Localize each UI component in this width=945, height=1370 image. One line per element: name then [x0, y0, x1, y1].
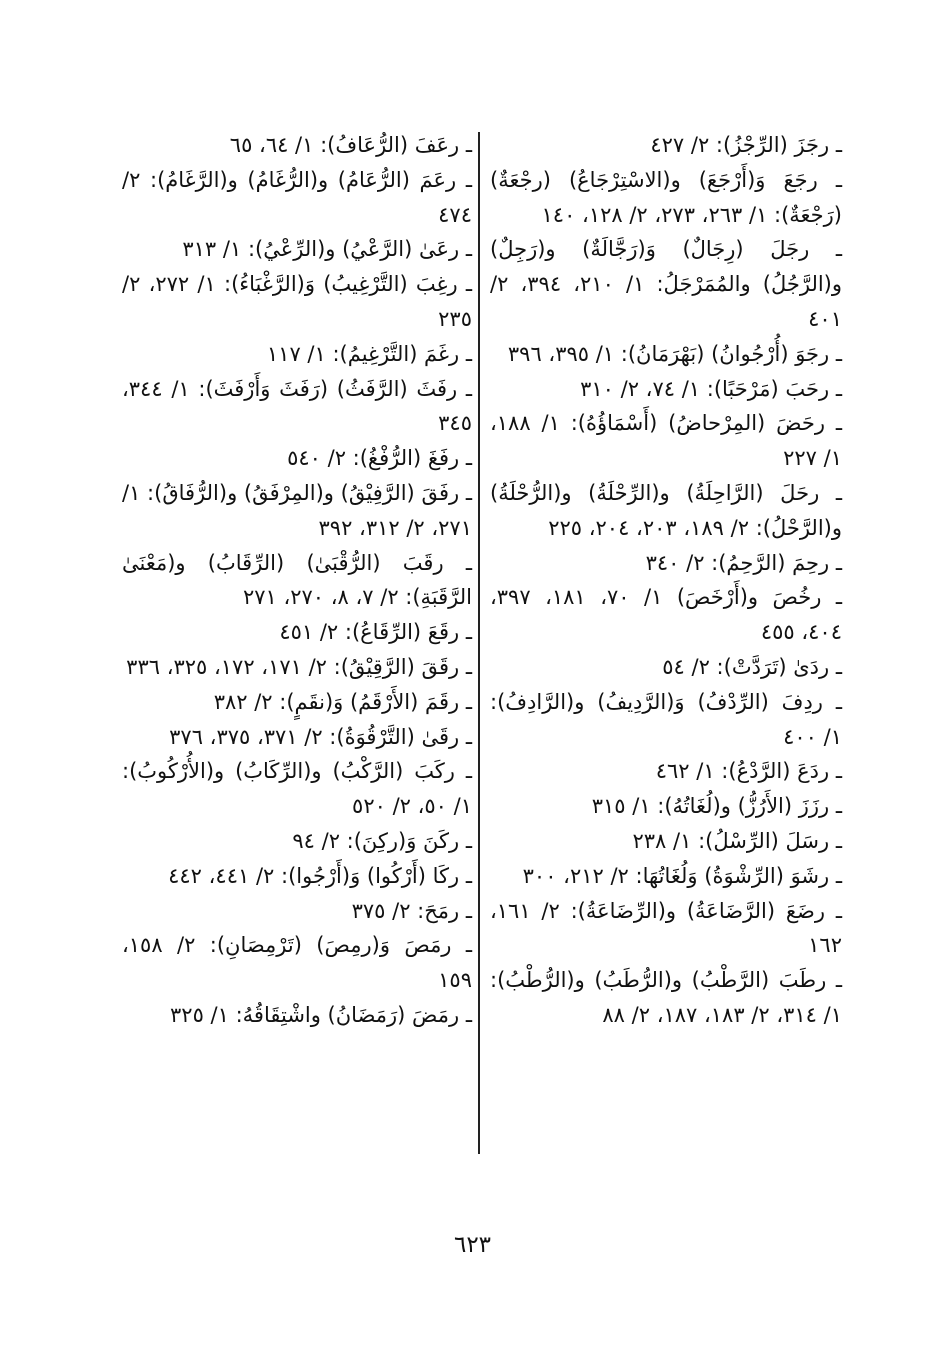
index-entry: ـ رفَثَ (الرَّفَثُ) (رَفَثَ وَأَرْفَثَ): ١/ ٣٤٤، ٣٤٥ — [122, 376, 472, 436]
index-entry: ـ ردَىٰ (تَرَدَّتْ): ٢/ ٥٤ — [662, 654, 842, 679]
index-entry: ـ رقَبَ (الرُّقْبَىٰ) (الرِّقَابُ) و(مَعْنَىٰ الرَّقَبَةِ): ٢/ ٧، ٨، ٢٧٠، ٢٧١ — [122, 550, 472, 610]
index-entry: ـ رشَوَ (الرِّشْوَةُ) وَلُغَاتُهَا: ٢/ ٢١٢، ٣٠٠ — [522, 863, 842, 888]
index-entry: ـ رزَزَ (الأَرُزُّ) و(لُغَاتُهُ): ١/ ٣١٥ — [591, 794, 842, 819]
index-entry: ـ ركَنَ وَ(ركِنَ): ٢/ ٩٤ — [292, 828, 472, 853]
page-number: ٦٢٣ — [453, 1232, 492, 1258]
index-entry: ـ رعَىٰ (الرَّعْيُ) و(الرِّعْيُ): ١/ ٣١٣ — [182, 237, 472, 262]
index-entry: ـ رطَبَ (الرَّطْبُ) و(الرُّطَبُ) و(الرُّطْبُ): ١/ ٣١٤، ٢/ ١٨٣، ١٨٧، ٢/ ٨٨ — [490, 968, 842, 1027]
index-entry: ـ رحَلَ (الرَّاحِلَةُ) و(الرِّحْلَةُ) و(الرُّحْلَةُ) و(الرَّحْلُ): ٢/ ١٨٩، ٢٠٣، ٢٠٤، ٢٢٥ — [490, 480, 842, 540]
index-entry: ـ رعَفَ (الرُّعَافُ): ١/ ٦٤، ٦٥ — [229, 133, 472, 157]
index-entry: ـ رقَمَ (الأَرْقَمُ) وَ(نقَمٍ): ٢/ ٣٨٢ — [213, 689, 472, 714]
index-entry: ـ رجَعَ وَ(أَرْجَعَ) و(الاسْتِرْجَاعُ) (رجْعَةٌ) (رَجْعَةٌ): ١/ ٢٦٣، ٢٧٣، ٢/ ١٢٨، ١٤٠ — [490, 167, 842, 227]
index-entry: ـ رعَمَ (الرُّعَامُ) و(الرُّغَامُ) و(الرَّغَامُ): ٢/ ٤٧٤ — [122, 167, 472, 227]
index-entry: ـ رحَبَ (مَرْحَبًا): ١/ ٧٤، ٢/ ٣١٠ — [580, 376, 842, 401]
index-entry: ـ رغَمَ (التَّرْغِيمُ): ١/ ١١٧ — [266, 341, 472, 366]
index-entry: ـ ردَعَ (الرَّدْعُ): ١/ ٤٦٢ — [655, 759, 842, 784]
index-entry: ـ رقَقَ (الرَّقِيْقُ): ٢/ ١٧١، ١٧٢، ٣٢٥، ٣٣٦ — [126, 654, 472, 679]
index-column-right — [490, 128, 842, 1033]
index-entry: ـ رسَلَ (الرِّسْلُ): ١/ ٢٣٨ — [632, 828, 842, 853]
index-entry: ـ رجَزَ (الرِّجْزُ): ٢/ ٤٢٧ — [650, 133, 842, 157]
index-entry: ـ رضَعَ (الرَّضَاعَةُ) و(الرِّضَاعَةُ): ٢/ ١٦١، ١٦٢ — [490, 898, 842, 958]
index-entry: ـ رمَصَ وَ(رمِصَ) (تَرْمِصَانِ): ٢/ ١٥٨، ١٥٩ — [122, 933, 472, 993]
index-entry: ـ رقَىٰ (التَّرْقُوَةُ): ٢/ ٣٧١، ٣٧٥، ٣٧٦ — [169, 724, 472, 749]
index-entry: ـ رخُصَ و(أَرْخَصَ) ١/ ٧٠، ١٨١، ٣٩٧، ٤٠٤، ٤٥٥ — [490, 585, 842, 645]
index-entry: ـ رجَلَ (رِجَالٌ) وَ(رَجَّالَةٌ) و(رَجِلٌ) و(الرَّجُلُ) والمُمَرْجَلُ: ١/ ٢١٠، ٣٩٤، ٢/ ٤٠١ — [490, 237, 843, 331]
index-entry: ـ رحِمَ (الرَّحِمُ): ٢/ ٣٤٠ — [645, 550, 842, 575]
index-entry: ـ رغِبَ (التَّرْغِيبُ) وَ(الرَّغْبَاءُ): ١/ ٢٧٢، ٢/ ٢٣٥ — [122, 272, 473, 331]
column-divider — [478, 132, 480, 1154]
index-entry: ـ ركَبَ (الرَّكْبُ) و(الرِّكَابُ) و(الأُرْكُوبُ): ١/ ٥٠، ٢/ ٥٢٠ — [122, 759, 472, 819]
index-entry: ـ رمَحَ: ٢/ ٣٧٥ — [351, 898, 472, 923]
index-column-left — [122, 128, 472, 1033]
index-entry: ـ رحَضَ (المِرْحاضُ) (أَسْمَاؤُهُ): ١/ ١٨٨، ١/ ٢٢٧ — [490, 411, 842, 471]
index-entry: ـ رجَوَ (أُرْجُوانُ) (بَهْرَمَانُ): ١/ ٣٩٥، ٣٩٦ — [507, 341, 842, 366]
index-entry: ـ رقَعَ (الرِّقَاعُ): ٢/ ٤٥١ — [279, 620, 472, 645]
index-entry: ـ رمَضَ (رَمَضَانُ) واشْتِقَاقُهُ: ١/ ٣٢٥ — [170, 1002, 472, 1027]
index-entry: ـ ركَا (أَرْكُوا) وَ(أَرْجُوا): ٢/ ٤٤١، ٤٤٢ — [168, 863, 472, 888]
index-entry: ـ رفَغَ (الرُّفْغُ): ٢/ ٥٤٠ — [287, 446, 472, 471]
index-entry: ـ رفَقَ (الرَّفِيْقُ) و(المِرْفَقُ) و(الرُّفَاقُ): ١/ ٢٧١، ٢/ ٣١٢، ٣٩٢ — [122, 480, 472, 540]
index-entry: ـ ردِفَ (الرِّدْفُ) وَ(الرَّدِيفُ) و(الرَّادِفُ): ١/ ٤٠٠ — [490, 689, 842, 749]
